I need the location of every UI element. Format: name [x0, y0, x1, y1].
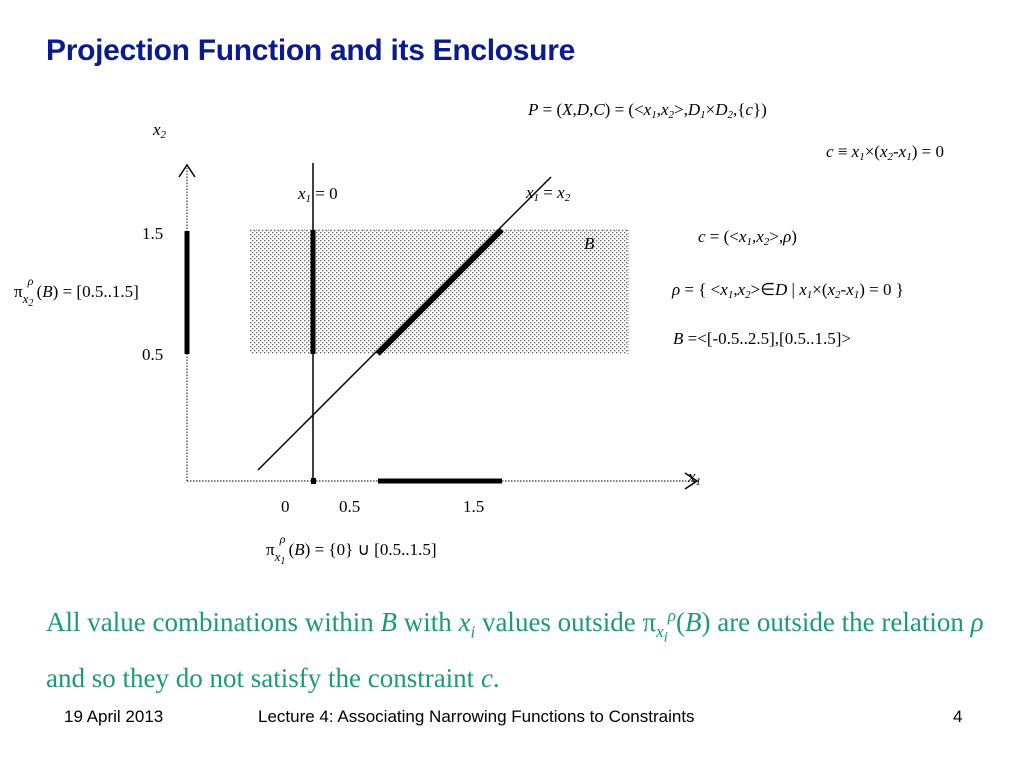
projection-x2-label: π ρ $x_2$ (B) = [0.5..1.5] — [14, 274, 139, 309]
csp-definition: $P = (X,D,C) = (<x_1,x_2>,D_1\times D_2,\{c\})$ — [528, 100, 767, 121]
x-tick-0-5: 0.5 — [339, 497, 361, 516]
x-tick-1-5: 1.5 — [463, 497, 485, 516]
relation-definition: ρ = { $<x_1,x_2>\in D$ | $x_1\times(x_2-x_1) = 0$ } — [672, 280, 904, 301]
footer-date: 19 April 2013 — [64, 707, 164, 726]
y-tick-low: 0.5 — [142, 345, 164, 364]
box-label: B — [584, 234, 595, 253]
projection-x1-label: π ρ $x_1$ (B) = {0} ∪ [0.5..1.5] — [266, 532, 437, 567]
x2-axis-label: $x_2$ — [153, 120, 167, 141]
projection-x1-point — [311, 478, 316, 484]
x-tick-0: 0 — [281, 497, 290, 516]
constraint-scope: $c = (<x_1,x_2>,\rho)$ — [698, 227, 797, 248]
line-x1-equals-x2-label: $x_1 = x_2$ — [526, 183, 571, 204]
slide-title: Projection Function and its Enclosure — [46, 34, 575, 67]
footer-lecture-title: Lecture 4: Associating Narrowing Functions to Constraints — [258, 707, 695, 726]
x1-axis-label: $x_1$ — [688, 467, 702, 488]
constraint-definition: $c \equiv x_1\times(x_2-x_1) = 0$ — [826, 142, 944, 163]
footer-page-number: 4 — [953, 707, 963, 726]
line-x1-equals-0-label: $x_1 = 0$ — [298, 184, 338, 205]
box-definition: B =<[-0.5..2.5],[0.5..1.5]> — [673, 329, 851, 348]
conclusion-statement: All value combinations within B with $x_i$ values outside $\pi_{x_i}^\rho(B)$ are outside the relation ρ and so they do not satisfy the constraint c. — [46, 606, 984, 693]
y-tick-high: 1.5 — [142, 224, 164, 243]
